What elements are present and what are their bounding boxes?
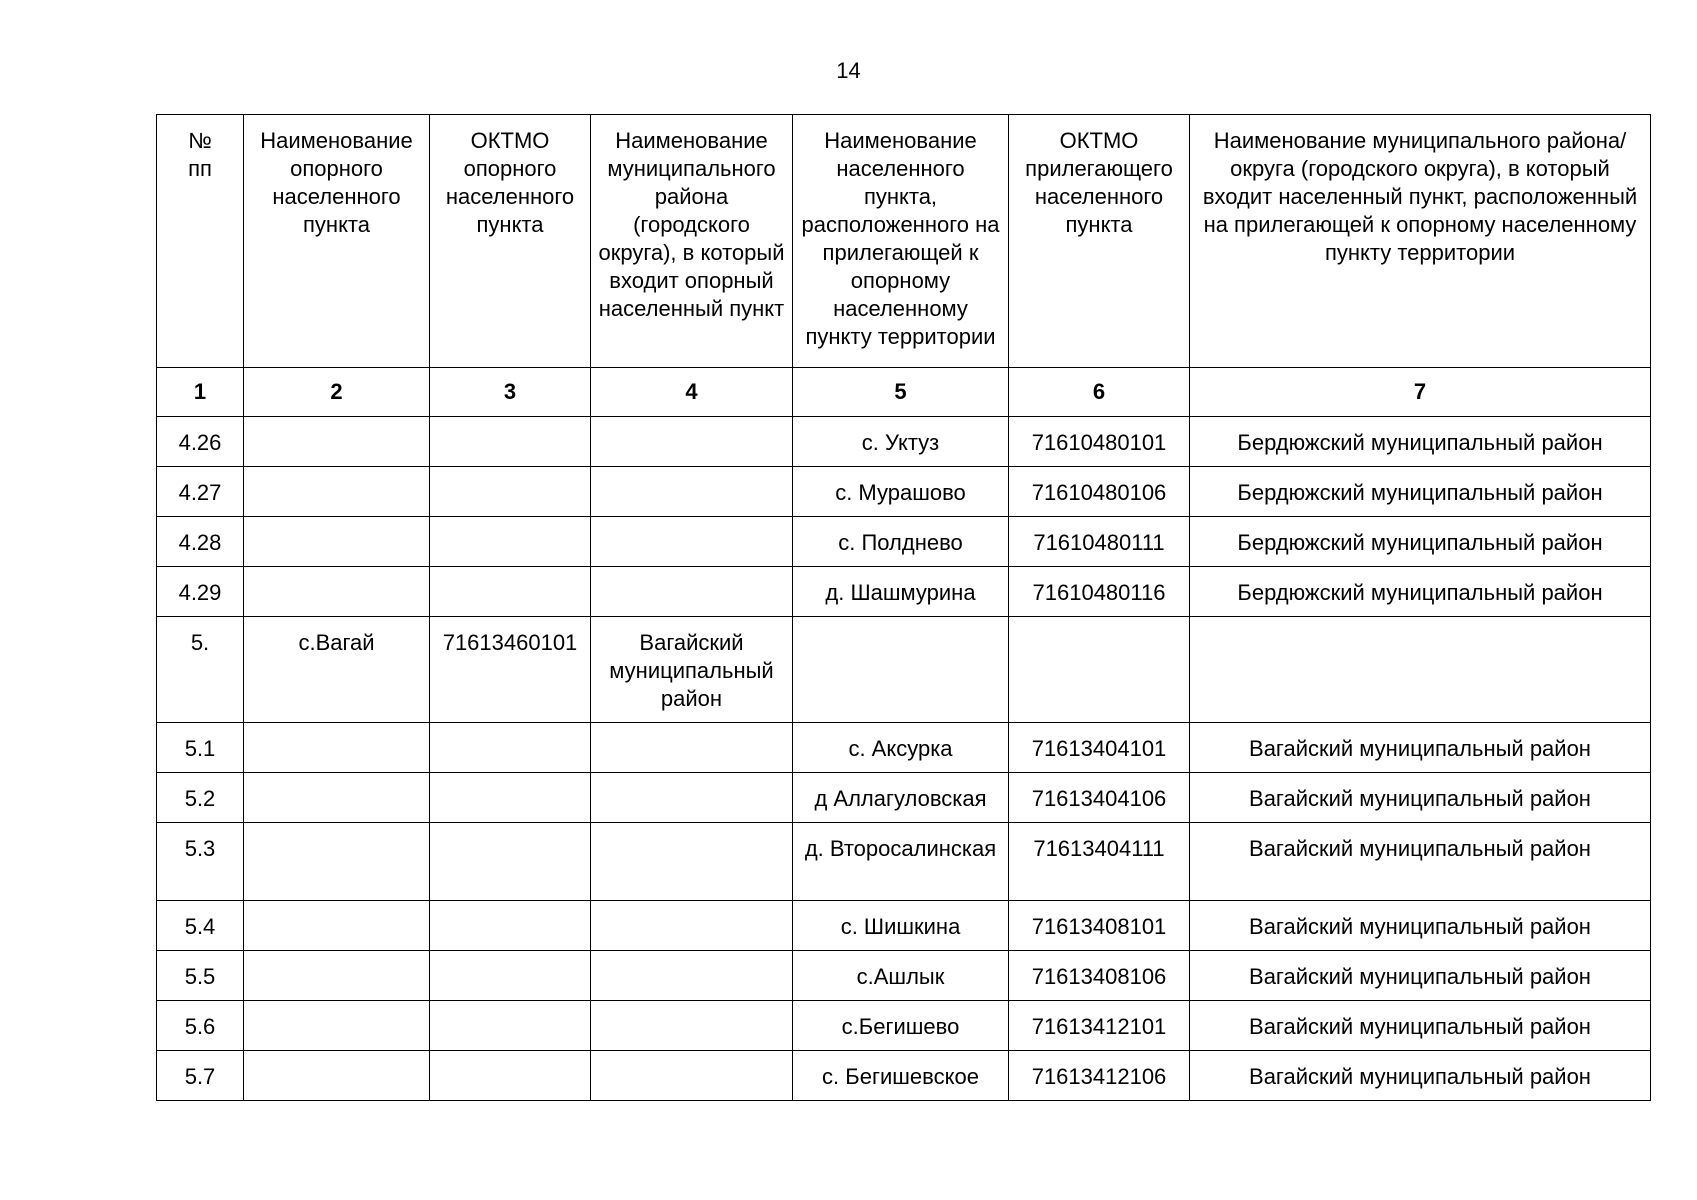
cell-settlement: с. Шишкина bbox=[793, 901, 1009, 951]
cell-base-name bbox=[244, 417, 430, 467]
cell-oktmo: 71610480111 bbox=[1009, 517, 1190, 567]
header-cell-base-district: Наименование муниципального района (городского округа), в который входит опорный населенный пункт bbox=[591, 115, 793, 368]
cell-district: Вагайский муниципальный район bbox=[1190, 723, 1651, 773]
cell-no: 4.26 bbox=[157, 417, 244, 467]
cell-base-district bbox=[591, 1001, 793, 1051]
cell-settlement: с. Полднево bbox=[793, 517, 1009, 567]
cell-oktmo: 71610480101 bbox=[1009, 417, 1190, 467]
cell-base-name: с.Вагай bbox=[244, 617, 430, 723]
cell-base-oktmo bbox=[430, 567, 591, 617]
cell-base-name bbox=[244, 773, 430, 823]
table-header-row bbox=[157, 115, 1651, 368]
cell-base-district bbox=[591, 517, 793, 567]
table-row bbox=[157, 823, 1651, 901]
cell-base-oktmo bbox=[430, 467, 591, 517]
header-cell-base-name: Наименование опорного населенного пункта bbox=[244, 115, 430, 368]
cell-base-district bbox=[591, 901, 793, 951]
cell-no: 5.4 bbox=[157, 901, 244, 951]
cell-oktmo: 71613404111 bbox=[1009, 823, 1190, 901]
table-row bbox=[157, 773, 1651, 823]
cell-oktmo: 71613408106 bbox=[1009, 951, 1190, 1001]
cell-oktmo: 71613408101 bbox=[1009, 901, 1190, 951]
cell-base-district: Вагайский муниципальный район bbox=[591, 617, 793, 723]
cell-district: Вагайский муниципальный район bbox=[1190, 951, 1651, 1001]
cell-base-district bbox=[591, 823, 793, 901]
cell-no: 5.6 bbox=[157, 1001, 244, 1051]
cell-base-name bbox=[244, 1001, 430, 1051]
cell-no: 5.7 bbox=[157, 1051, 244, 1101]
cell-base-name bbox=[244, 1051, 430, 1101]
cell-settlement: с. Мурашово bbox=[793, 467, 1009, 517]
cell-base-name bbox=[244, 901, 430, 951]
cell-settlement: д. Шашмурина bbox=[793, 567, 1009, 617]
cell-settlement: д. Второсалинская bbox=[793, 823, 1009, 901]
table-row bbox=[157, 951, 1651, 1001]
cell-base-oktmo bbox=[430, 723, 591, 773]
cell-settlement: с. Аксурка bbox=[793, 723, 1009, 773]
cell-base-oktmo bbox=[430, 417, 591, 467]
cell-no: 4.29 bbox=[157, 567, 244, 617]
cell-base-district bbox=[591, 417, 793, 467]
column-number: 3 bbox=[430, 368, 591, 417]
cell-district: Бердюжский муниципальный район bbox=[1190, 417, 1651, 467]
cell-oktmo: 71613404101 bbox=[1009, 723, 1190, 773]
cell-district: Вагайский муниципальный район bbox=[1190, 823, 1651, 901]
cell-base-oktmo bbox=[430, 517, 591, 567]
cell-base-name bbox=[244, 467, 430, 517]
cell-settlement: с. Уктуз bbox=[793, 417, 1009, 467]
settlements-table bbox=[156, 114, 1651, 1101]
table-row bbox=[157, 467, 1651, 517]
column-number: 7 bbox=[1190, 368, 1651, 417]
cell-no: 5. bbox=[157, 617, 244, 723]
cell-oktmo: 71610480116 bbox=[1009, 567, 1190, 617]
header-cell-no: № пп bbox=[157, 115, 244, 368]
cell-base-name bbox=[244, 517, 430, 567]
table-row bbox=[157, 901, 1651, 951]
header-cell-settlement: Наименование населенного пункта, расположенного на прилегающей к опорному населенному пункту территории bbox=[793, 115, 1009, 368]
header-cell-oktmo: ОКТМО прилегающего населенного пункта bbox=[1009, 115, 1190, 368]
cell-base-oktmo bbox=[430, 1001, 591, 1051]
page-number: 14 bbox=[836, 58, 861, 83]
cell-district: Бердюжский муниципальный район bbox=[1190, 517, 1651, 567]
header-cell-base-oktmo: ОКТМО опорного населенного пункта bbox=[430, 115, 591, 368]
header-cell-district: Наименование муниципального района/округа (городского округа), в который входит населенный пункт, расположенный на прилегающей к опорному населенному пункту территории bbox=[1190, 115, 1651, 368]
cell-district: Вагайский муниципальный район bbox=[1190, 773, 1651, 823]
table-row bbox=[157, 1051, 1651, 1101]
cell-oktmo: 71613404106 bbox=[1009, 773, 1190, 823]
cell-no: 5.1 bbox=[157, 723, 244, 773]
table-row bbox=[157, 617, 1651, 723]
cell-settlement: с.Ашлык bbox=[793, 951, 1009, 1001]
cell-no: 5.2 bbox=[157, 773, 244, 823]
cell-base-oktmo: 71613460101 bbox=[430, 617, 591, 723]
cell-settlement: с.Бегишево bbox=[793, 1001, 1009, 1051]
cell-base-oktmo bbox=[430, 823, 591, 901]
cell-base-district bbox=[591, 1051, 793, 1101]
cell-oktmo bbox=[1009, 617, 1190, 723]
cell-base-district bbox=[591, 951, 793, 1001]
column-number: 5 bbox=[793, 368, 1009, 417]
column-number: 6 bbox=[1009, 368, 1190, 417]
cell-base-name bbox=[244, 567, 430, 617]
cell-base-district bbox=[591, 723, 793, 773]
cell-no: 5.5 bbox=[157, 951, 244, 1001]
cell-no: 4.27 bbox=[157, 467, 244, 517]
cell-district: Вагайский муниципальный район bbox=[1190, 1001, 1651, 1051]
table-row bbox=[157, 417, 1651, 467]
cell-base-district bbox=[591, 467, 793, 517]
column-number-row bbox=[157, 368, 1651, 417]
cell-no: 4.28 bbox=[157, 517, 244, 567]
table-row bbox=[157, 517, 1651, 567]
cell-base-oktmo bbox=[430, 773, 591, 823]
cell-district bbox=[1190, 617, 1651, 723]
cell-oktmo: 71613412106 bbox=[1009, 1051, 1190, 1101]
table-row bbox=[157, 723, 1651, 773]
table-row bbox=[157, 567, 1651, 617]
cell-district: Вагайский муниципальный район bbox=[1190, 1051, 1651, 1101]
column-number: 2 bbox=[244, 368, 430, 417]
column-number: 1 bbox=[157, 368, 244, 417]
cell-settlement bbox=[793, 617, 1009, 723]
cell-district: Бердюжский муниципальный район bbox=[1190, 467, 1651, 517]
cell-base-oktmo bbox=[430, 901, 591, 951]
column-number: 4 bbox=[591, 368, 793, 417]
cell-base-oktmo bbox=[430, 951, 591, 1001]
cell-district: Бердюжский муниципальный район bbox=[1190, 567, 1651, 617]
cell-settlement: с. Бегишевское bbox=[793, 1051, 1009, 1101]
table-row bbox=[157, 1001, 1651, 1051]
cell-base-name bbox=[244, 723, 430, 773]
cell-oktmo: 71610480106 bbox=[1009, 467, 1190, 517]
cell-base-oktmo bbox=[430, 1051, 591, 1101]
cell-no: 5.3 bbox=[157, 823, 244, 901]
cell-settlement: д Аллагуловская bbox=[793, 773, 1009, 823]
cell-base-name bbox=[244, 951, 430, 1001]
cell-base-name bbox=[244, 823, 430, 901]
cell-district: Вагайский муниципальный район bbox=[1190, 901, 1651, 951]
cell-base-district bbox=[591, 567, 793, 617]
cell-oktmo: 71613412101 bbox=[1009, 1001, 1190, 1051]
cell-base-district bbox=[591, 773, 793, 823]
